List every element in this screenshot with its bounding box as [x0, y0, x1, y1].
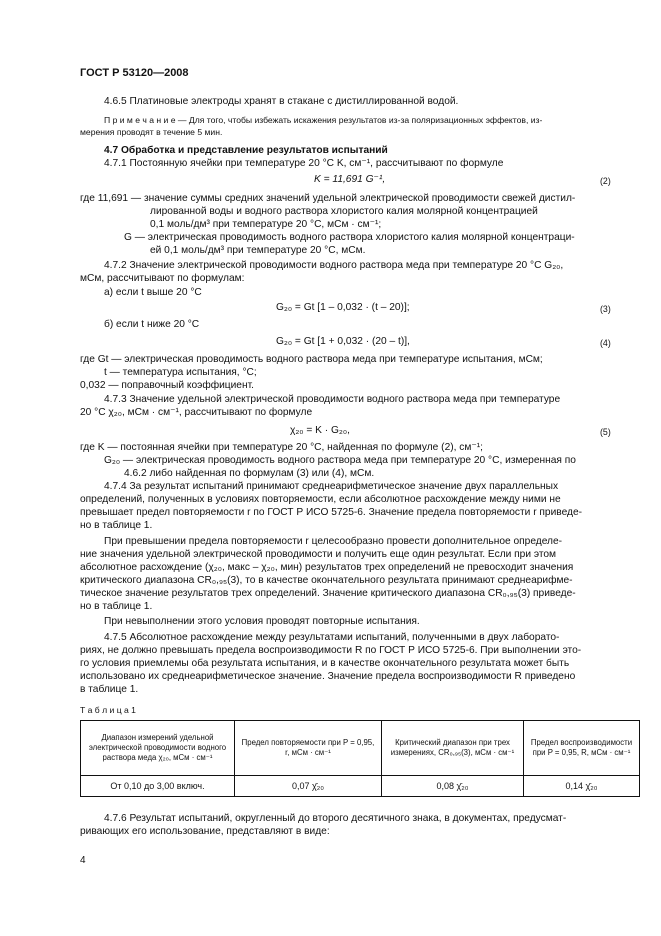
equation-3: G₂₀ = Gt [1 – 0,032 · (t – 20)];	[276, 302, 410, 313]
section-4-7-4-p2-line-2: ние значения удельной электрической проводимости и получить еще один результат. Если при этом	[80, 549, 557, 560]
table-caption: Т а б л и ц а 1	[80, 705, 136, 715]
section-4-7-4-line-3: превышает предел повторяемости r по ГОСТ Р ИСО 5725-6. Значение предела повторяемости r приведе-	[80, 507, 583, 518]
equation-3-number: (3)	[600, 304, 611, 314]
equation-2-number: (2)	[600, 176, 611, 186]
section-4-7-4-line-2: определений, полученных в условиях повторяемости, если абсолютное расхождение между ними не	[80, 494, 561, 505]
where3-line-2: G₂₀ — электрическая проводимость водного раствора меда при температуре 20 °С, измеренная по	[104, 455, 576, 466]
where2-line-3: 0,032 — поправочный коэффициент.	[80, 380, 254, 391]
where1-line-2: лированной воды и водного раствора хлористого калия молярной концентрацией	[150, 206, 538, 217]
where1-line-4: G — электрическая проводимость водного раствора хлористого калия молярной концентраци-	[124, 232, 575, 243]
where1-line-5: ей 0,1 моль/дм³ при температуре 20 °С, мСм.	[150, 245, 366, 256]
section-4-7-5-line-2: риях, не должно превышать предела воспроизводимости R по ГОСТ Р ИСО 5725-6. При выполнении это-	[80, 645, 582, 656]
section-4-7-title: 4.7 Обработка и представление результатов испытаний	[104, 145, 388, 156]
document-header: ГОСТ Р 53120—2008	[80, 67, 189, 79]
section-4-7-2-line-2: мСм, рассчитывают по формулам:	[80, 273, 245, 284]
where1-line-3: 0,1 моль/дм³ при температуре 20 °С, мСм · см⁻¹;	[150, 219, 382, 230]
section-4-7-4-line-4: но в таблице 1.	[80, 520, 153, 531]
note-line-2: мерения проводят в течение 5 мин.	[80, 127, 223, 137]
section-4-7-5-line-3: го условия приемлемы оба результата испытания, и в качестве окончательного результата может быть	[80, 658, 570, 669]
section-4-7-5-line-5: в таблице 1.	[80, 684, 139, 695]
table-cell: 0,08 χ̄₂₀	[382, 776, 524, 797]
table-header-cell: Предел воспроизводимости при P = 0,95, R, мСм · см⁻¹	[524, 721, 640, 776]
equation-4-number: (4)	[600, 338, 611, 348]
equation-4: G₂₀ = Gt [1 + 0,032 · (20 – t)],	[276, 336, 410, 347]
section-4-6-5: 4.6.5 Платиновые электроды хранят в стакане с дистиллированной водой.	[104, 96, 459, 107]
table-row	[81, 776, 640, 797]
table-header-cell: Критический диапазон при трех измерениях, CR₀,₉₅(3), мСм · см⁻¹	[382, 721, 524, 776]
equation-5-number: (5)	[600, 427, 611, 437]
section-4-7-3-line-2: 20 °С χ₂₀, мСм · см⁻¹, рассчитывают по формуле	[80, 407, 313, 418]
table-header-cell: Диапазон измерений удельной электрической проводимости водного раствора меда χ₂₀, мСм · см⁻¹	[81, 721, 235, 776]
section-4-7-4-p2-line-6: но в таблице 1.	[80, 601, 153, 612]
section-4-7-3-line-1: 4.7.3 Значение удельной электрической проводимости водного раствора меда при температуре	[104, 394, 561, 405]
section-4-7-1: 4.7.1 Постоянную ячейки при температуре 20 °С K, см⁻¹, рассчитывают по формуле	[104, 158, 504, 169]
section-4-7-4-p2-line-4: критического диапазона CR₀,₉₅(3), то в качестве окончательного результата принимают среднеарифме-	[80, 575, 573, 586]
table-cell: 0,07 χ̄₂₀	[235, 776, 382, 797]
equation-2: K = 11,691 G⁻¹,	[314, 174, 386, 185]
where3-line-3: 4.6.2 либо найденная по формулам (3) или (4), мСм.	[124, 468, 375, 479]
condition-a: а) если t выше 20 °С	[104, 287, 202, 298]
table-cell: 0,14 χ̄₂₀	[524, 776, 640, 797]
condition-b: б) если t ниже 20 °С	[104, 319, 200, 330]
where1-line-1: где 11,691 — значение суммы средних значений удельной электрической проводимости свежей дистил-	[80, 193, 576, 204]
section-4-7-4-p3: При невыполнении этого условия проводят повторные испытания.	[104, 616, 420, 627]
where2-line-1: где Gt — электрическая проводимость водного раствора меда при температуре испытания, мСм;	[80, 354, 543, 365]
page-number: 4	[80, 855, 86, 866]
table-header-row	[81, 721, 640, 776]
section-4-7-4-line-1: 4.7.4 За результат испытаний принимают среднеарифметическое значение двух параллельных	[104, 481, 559, 492]
section-4-7-4-p2-line-1: При превышении предела повторяемости r целесообразно провести дополнительное определе-	[104, 536, 563, 547]
section-4-7-4-p2-line-3: абсолютное расхождение (χ₂₀, макс – χ₂₀, мин) результатов трех определений не превосходит значения	[80, 562, 574, 573]
section-4-7-5-line-4: использовано их среднеарифметическое значение. Значение предела воспроизводимости R приведено	[80, 671, 576, 682]
results-table	[80, 720, 640, 797]
where2-line-2: t — температура испытания, °С;	[104, 367, 257, 378]
where3-line-1: где K — постоянная ячейки при температуре 20 °С, найденная по формуле (2), см⁻¹;	[80, 442, 483, 453]
section-4-7-4-p2-line-5: тическое значение результатов трех определений. Значение критического диапазона CR₀,₉₅(3) приведе-	[80, 588, 576, 599]
section-4-7-6-line-2: ривающих его использование, представляют в виде:	[80, 826, 330, 837]
note-line-1: П р и м е ч а н и е — Для того, чтобы избежать искажения результатов из-за поляризационных эффектов, из-	[104, 115, 543, 125]
equation-5: χ₂₀ = K · G₂₀,	[290, 425, 350, 436]
table-header-cell: Предел повторяемости при P = 0,95, r, мСм · см⁻¹	[235, 721, 382, 776]
section-4-7-5-line-1: 4.7.5 Абсолютное расхождение между результатами испытаний, полученными в двух лаборато-	[104, 632, 560, 643]
section-4-7-2-line-1: 4.7.2 Значение электрической проводимости водного раствора меда при температуре 20 °С G₂₀,	[104, 260, 564, 271]
section-4-7-6-line-1: 4.7.6 Результат испытаний, округленный до второго десятичного знака, в документах, предусмат-	[104, 813, 567, 824]
table-cell: От 0,10 до 3,00 включ.	[81, 776, 235, 797]
